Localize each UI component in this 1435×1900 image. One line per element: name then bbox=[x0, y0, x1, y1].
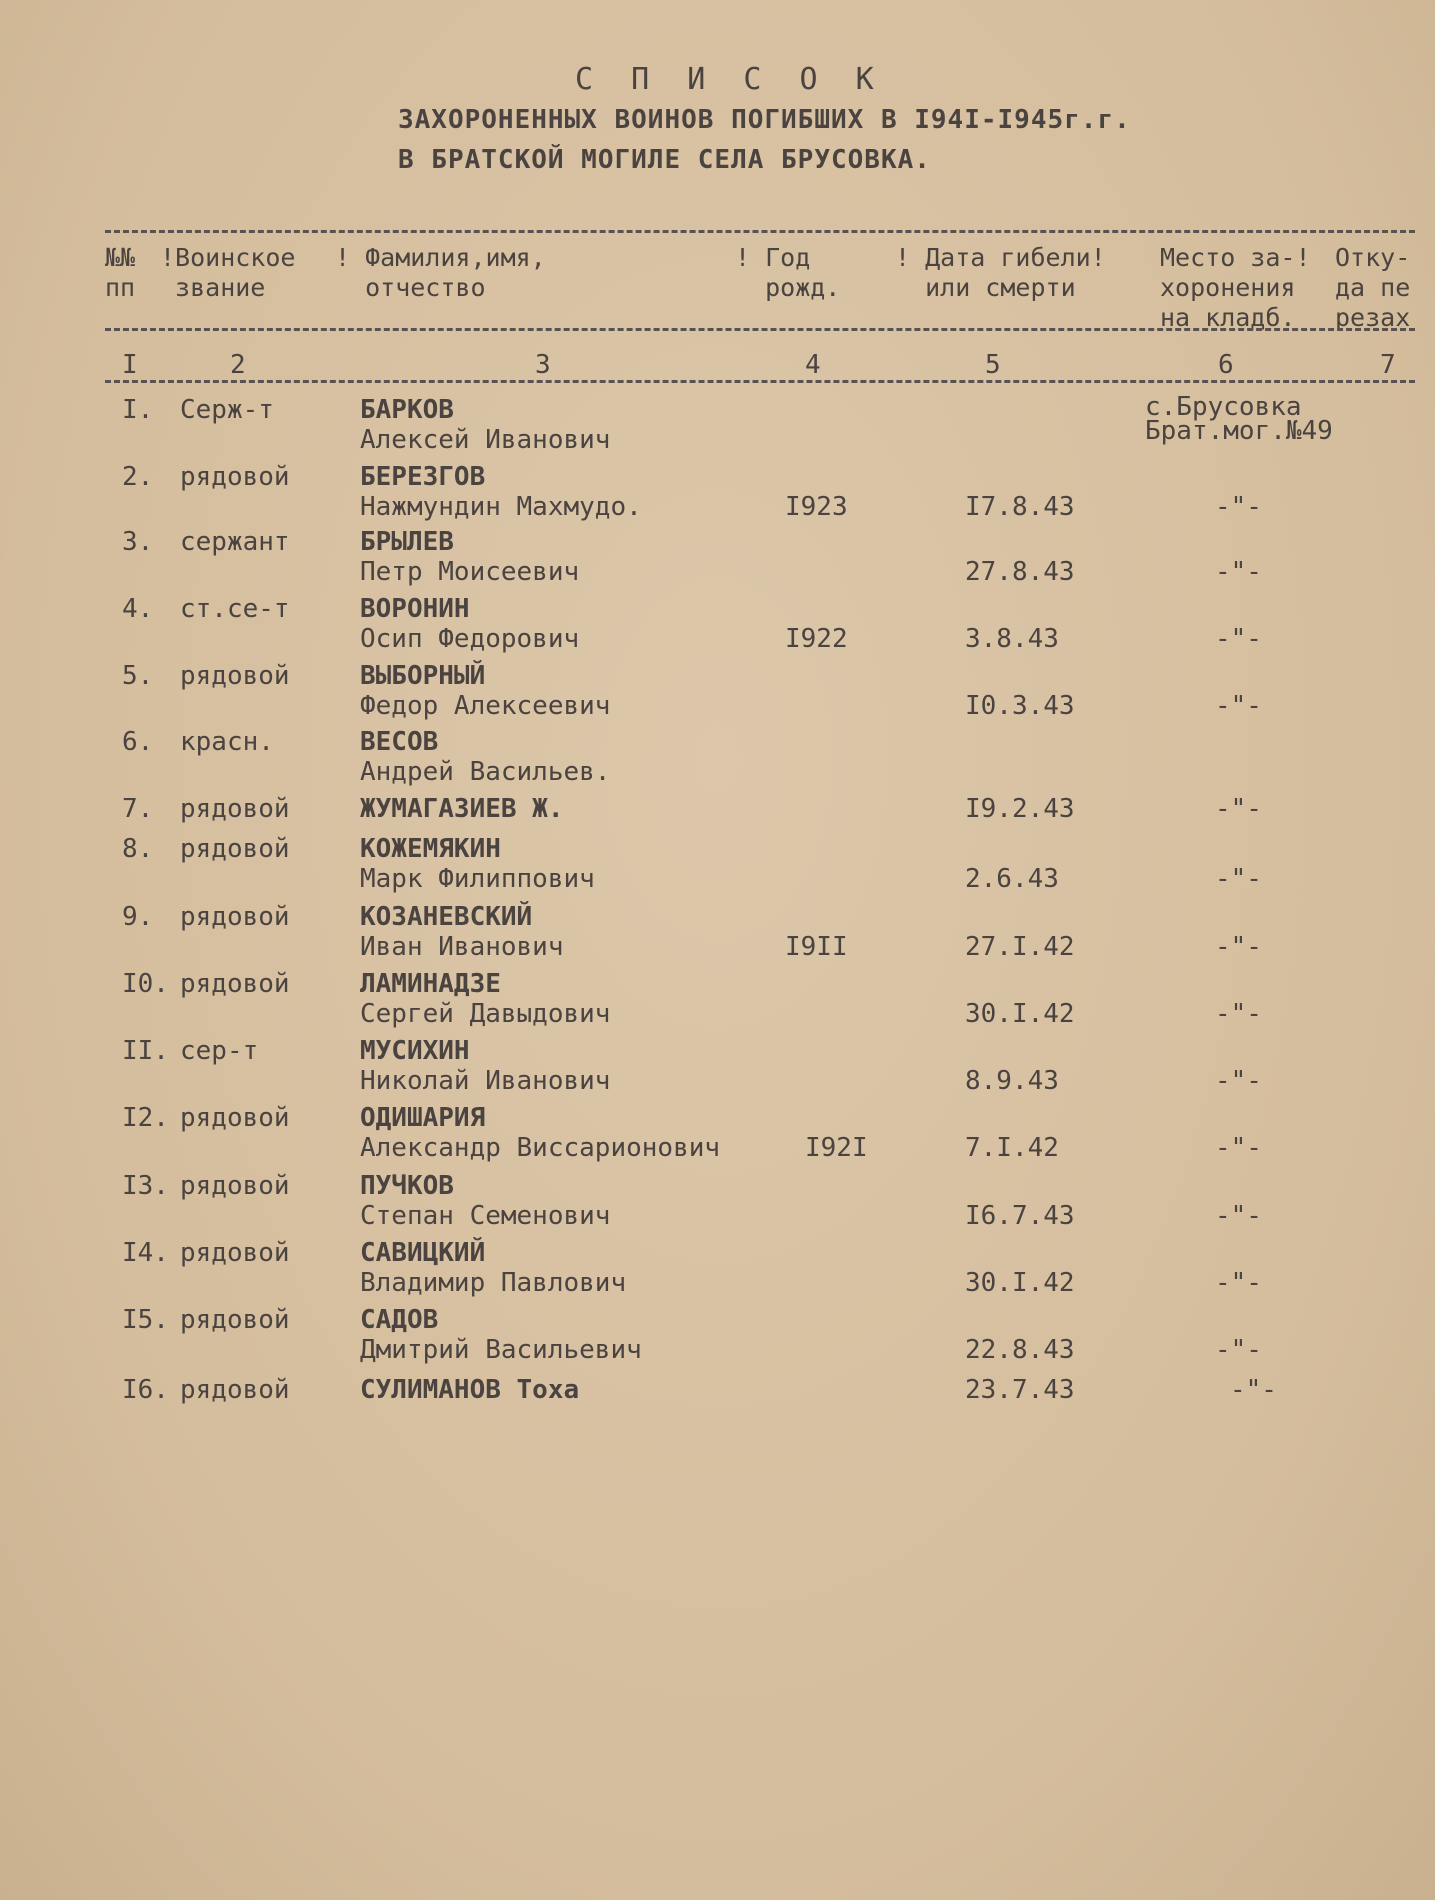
header-reburied-from: Отку- да пе резах bbox=[1335, 243, 1411, 332]
header-burial-place: Место за-! хоронения на кладб. bbox=[1160, 243, 1311, 332]
row-number: 9. bbox=[122, 902, 154, 932]
row-birth-year: I92I bbox=[805, 1133, 868, 1163]
row-surname: ОДИШАРИЯ bbox=[360, 1103, 486, 1133]
row-number: II. bbox=[122, 1036, 169, 1066]
row-surname: САДОВ bbox=[360, 1305, 439, 1335]
row-burial-place: -"- bbox=[1215, 999, 1262, 1029]
row-surname: МУСИХИН bbox=[360, 1036, 470, 1066]
divider-middle bbox=[105, 328, 1415, 331]
row-burial-place: -"- bbox=[1215, 624, 1262, 654]
row-surname: ВЫБОРНЫЙ bbox=[360, 661, 486, 691]
column-number-1: I bbox=[122, 350, 138, 380]
column-number-2: 2 bbox=[230, 350, 246, 380]
row-surname: ЖУМАГАЗИЕВ Ж. bbox=[360, 794, 564, 824]
row-burial-place: -"- bbox=[1230, 1375, 1277, 1405]
row-surname: КОЖЕМЯКИН bbox=[360, 834, 501, 864]
row-surname: БАРКОВ bbox=[360, 395, 454, 425]
row-rank: сержант bbox=[180, 527, 290, 557]
row-rank: сер-т bbox=[180, 1036, 259, 1066]
row-burial-place: -"- bbox=[1215, 794, 1262, 824]
document-subtitle-line1: ЗАХОРОНЕННЫХ ВОИНОВ ПОГИБШИХ В I94I-I945г.г. bbox=[398, 105, 1131, 135]
row-surname: ПУЧКОВ bbox=[360, 1171, 454, 1201]
column-number-3: 3 bbox=[535, 350, 551, 380]
row-death-date: I0.3.43 bbox=[965, 691, 1075, 721]
row-surname: САВИЦКИЙ bbox=[360, 1238, 486, 1268]
row-death-date: 2.6.43 bbox=[965, 864, 1059, 894]
column-number-4: 4 bbox=[805, 350, 821, 380]
row-rank: рядовой bbox=[180, 1375, 290, 1405]
row-given-name: Владимир Павлович bbox=[360, 1268, 627, 1298]
row-number: I3. bbox=[122, 1171, 169, 1201]
row-birth-year: I922 bbox=[785, 624, 848, 654]
row-number: 5. bbox=[122, 661, 154, 691]
row-death-date: 22.8.43 bbox=[965, 1335, 1075, 1365]
row-number: 7. bbox=[122, 794, 154, 824]
row-burial-place: -"- bbox=[1215, 1201, 1262, 1231]
row-rank: рядовой bbox=[180, 1103, 290, 1133]
row-rank: рядовой bbox=[180, 661, 290, 691]
row-surname: СУЛИМАНОВ Тоха bbox=[360, 1375, 580, 1405]
row-burial-place: -"- bbox=[1215, 557, 1262, 587]
row-burial-place: -"- bbox=[1215, 691, 1262, 721]
row-surname: ВЕСОВ bbox=[360, 727, 439, 757]
row-given-name: Нажмундин Махмудо. bbox=[360, 492, 642, 522]
row-rank: рядовой bbox=[180, 1305, 290, 1335]
header-rank: !Воинское звание bbox=[160, 243, 296, 302]
row-burial-place: -"- bbox=[1215, 1335, 1262, 1365]
row-given-name: Иван Иванович bbox=[360, 932, 564, 962]
row-number: 6. bbox=[122, 727, 154, 757]
row-given-name: Николай Иванович bbox=[360, 1066, 611, 1096]
row-birth-year: I9II bbox=[785, 932, 848, 962]
row-number: I0. bbox=[122, 969, 169, 999]
row-death-date: 30.I.42 bbox=[965, 1268, 1075, 1298]
row-burial-place: -"- bbox=[1215, 1133, 1262, 1163]
row-surname: КОЗАНЕВСКИЙ bbox=[360, 902, 533, 932]
row-number: 8. bbox=[122, 834, 154, 864]
row-death-date: 3.8.43 bbox=[965, 624, 1059, 654]
column-number-7: 7 bbox=[1380, 350, 1396, 380]
row-given-name: Андрей Васильев. bbox=[360, 757, 611, 787]
row-surname: ВОРОНИН bbox=[360, 594, 470, 624]
row-burial-place: -"- bbox=[1215, 492, 1262, 522]
row-rank: рядовой bbox=[180, 969, 290, 999]
row-death-date: 27.8.43 bbox=[965, 557, 1075, 587]
header-name: ! Фамилия,имя, отчество bbox=[335, 243, 546, 302]
row-rank: Серж-т bbox=[180, 395, 274, 425]
row-death-date: 27.I.42 bbox=[965, 932, 1075, 962]
header-birth-year: ! Год рожд. bbox=[735, 243, 841, 302]
row-rank: рядовой bbox=[180, 902, 290, 932]
row-death-date: 23.7.43 bbox=[965, 1375, 1075, 1405]
row-rank: рядовой bbox=[180, 1171, 290, 1201]
row-number: I5. bbox=[122, 1305, 169, 1335]
row-burial-place: -"- bbox=[1215, 1066, 1262, 1096]
row-surname: ЛАМИНАДЗЕ bbox=[360, 969, 501, 999]
row-given-name: Александр Виссарионович bbox=[360, 1133, 721, 1163]
row-given-name: Дмитрий Васильевич bbox=[360, 1335, 642, 1365]
row-rank: рядовой bbox=[180, 1238, 290, 1268]
row-burial-place: с.Брусовка Брат.мог.№49 bbox=[1145, 392, 1333, 446]
row-surname: БРЫЛЕВ bbox=[360, 527, 454, 557]
row-given-name: Федор Алексеевич bbox=[360, 691, 611, 721]
row-death-date: 8.9.43 bbox=[965, 1066, 1059, 1096]
row-burial-place: -"- bbox=[1215, 864, 1262, 894]
row-given-name: Осип Федорович bbox=[360, 624, 580, 654]
row-rank: рядовой bbox=[180, 834, 290, 864]
row-death-date: I6.7.43 bbox=[965, 1201, 1075, 1231]
row-burial-place: -"- bbox=[1215, 1268, 1262, 1298]
row-death-date: I9.2.43 bbox=[965, 794, 1075, 824]
row-rank: рядовой bbox=[180, 462, 290, 492]
row-given-name: Сергей Давыдович bbox=[360, 999, 611, 1029]
row-number: 3. bbox=[122, 527, 154, 557]
row-birth-year: I923 bbox=[785, 492, 848, 522]
document-title: С П И С О К bbox=[575, 62, 884, 97]
row-death-date: 30.I.42 bbox=[965, 999, 1075, 1029]
row-death-date: I7.8.43 bbox=[965, 492, 1075, 522]
row-rank: ст.се-т bbox=[180, 594, 290, 624]
row-number: I6. bbox=[122, 1375, 169, 1405]
row-surname: БЕРЕЗГОВ bbox=[360, 462, 486, 492]
row-given-name: Степан Семенович bbox=[360, 1201, 611, 1231]
document-subtitle-line2: В БРАТСКОЙ МОГИЛЕ СЕЛА БРУСОВКА. bbox=[398, 145, 931, 175]
row-number: 4. bbox=[122, 594, 154, 624]
row-number: I2. bbox=[122, 1103, 169, 1133]
header-number: №№ пп bbox=[105, 243, 136, 302]
divider-column-numbers bbox=[105, 380, 1415, 383]
row-number: 2. bbox=[122, 462, 154, 492]
header-death-date: ! Дата гибели! или смерти bbox=[895, 243, 1106, 302]
row-number: I4. bbox=[122, 1238, 169, 1268]
row-death-date: 7.I.42 bbox=[965, 1133, 1059, 1163]
row-burial-place: -"- bbox=[1215, 932, 1262, 962]
column-number-5: 5 bbox=[985, 350, 1001, 380]
row-given-name: Петр Моисеевич bbox=[360, 557, 580, 587]
divider-top bbox=[105, 230, 1415, 233]
row-given-name: Алексей Иванович bbox=[360, 425, 611, 455]
row-rank: красн. bbox=[180, 727, 274, 757]
row-number: I. bbox=[122, 395, 154, 425]
column-number-6: 6 bbox=[1218, 350, 1234, 380]
row-rank: рядовой bbox=[180, 794, 290, 824]
row-given-name: Марк Филиппович bbox=[360, 864, 595, 894]
